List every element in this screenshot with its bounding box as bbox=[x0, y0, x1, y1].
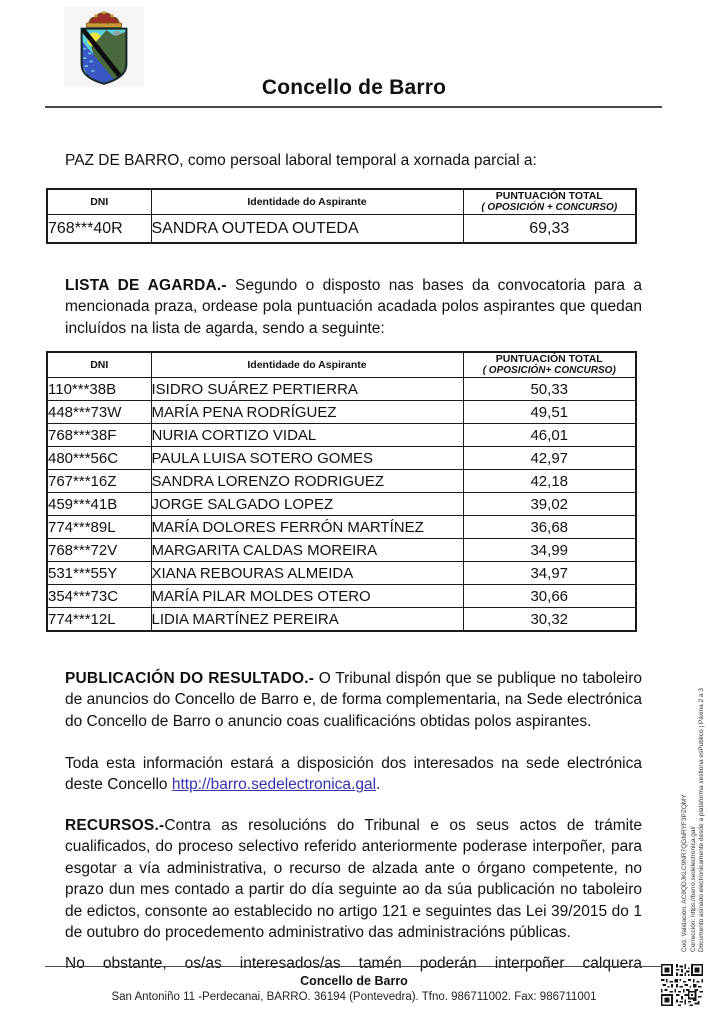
validation-code-line: Cod. Validación: AC9QDJKLC9NR7QGNRYF3PZQMY bbox=[681, 794, 688, 952]
sede-paragraph bbox=[65, 753, 642, 796]
lista-agarda-heading: LISTA DE AGARDA.- bbox=[65, 276, 227, 294]
recursos-paragraph-2: No obstante, os/as interesados/as tamén poderán interpoñer calquera bbox=[65, 954, 642, 972]
verification-url-line: Corrección: https://barro.sedelectronica.gal/ bbox=[689, 826, 697, 952]
dni-cell: 110***38B bbox=[47, 378, 151, 401]
table-row bbox=[47, 585, 636, 608]
dni-cell: 480***56C bbox=[47, 447, 151, 470]
footer-address: San Antoniño 11 -Perdecanai, BARRO. 36194 (Pontevedra). Tfno. 986711002. Fax: 986711001 bbox=[111, 991, 597, 1003]
dni-cell: 768***72V bbox=[47, 539, 151, 562]
dni-cell: 459***41B bbox=[47, 493, 151, 516]
name-cell: MARÍA DOLORES FERRÓN MARTÍNEZ bbox=[151, 516, 463, 539]
table-row bbox=[47, 539, 636, 562]
col-header-score bbox=[463, 352, 636, 378]
score-cell: 30,66 bbox=[463, 585, 636, 608]
waitlist-table bbox=[46, 351, 637, 632]
dni-cell: 768***38F bbox=[47, 424, 151, 447]
score-cell: 39,02 bbox=[463, 493, 636, 516]
col-header-score-title: PUNTUACIÓN TOTAL bbox=[495, 353, 603, 365]
score-cell: 30,32 bbox=[463, 608, 636, 632]
sede-text-before: Toda esta información estará a disposición dos interesados na sede electrónica deste Concello bbox=[65, 754, 642, 793]
signature-platform-line: Documento asinado electronicamente desde a plataforma xestiona esPublico | Páxina 2 a 3 bbox=[698, 687, 705, 952]
intro-text: PAZ DE BARRO, como persoal laboral temporal a xornada parcial a: bbox=[65, 151, 537, 169]
table-row bbox=[47, 447, 636, 470]
side-validation-strip bbox=[681, 594, 707, 952]
score-cell: 46,01 bbox=[463, 424, 636, 447]
result-table bbox=[46, 188, 637, 244]
col-header-score-sub: ( OPOSICIÓN+ CONCURSO) bbox=[482, 365, 616, 376]
score-cell: 42,97 bbox=[463, 447, 636, 470]
name-cell: LIDIA MARTÍNEZ PEREIRA bbox=[151, 608, 463, 632]
footer-divider bbox=[45, 966, 662, 967]
dni-cell: 767***16Z bbox=[47, 470, 151, 493]
name-cell: JORGE SALGADO LOPEZ bbox=[151, 493, 463, 516]
score-cell: 34,99 bbox=[463, 539, 636, 562]
lista-agarda-body: Segundo o disposto nas bases da convocatoria para a mencionada praza, ordease pola puntuación acadada polos aspirantes que quedan incluídos na lista de agarda, sendo a seguinte: bbox=[65, 276, 642, 337]
publicacion-heading: PUBLICACIÓN DO RESULTADO.- bbox=[65, 669, 315, 687]
score-cell: 34,97 bbox=[463, 562, 636, 585]
dni-cell: 768***40R bbox=[47, 215, 151, 244]
sede-link[interactable]: http://barro.sedelectronica.gal bbox=[171, 776, 377, 793]
publicacion-body: O Tribunal dispón que se publique no taboleiro de anuncios do Concello de Barro e, de forma complementaria, na Sede electrónica do Concello de Barro o anuncio coas cualificacións obtidas polos aspirantes. bbox=[65, 669, 642, 730]
table-row bbox=[47, 562, 636, 585]
table-row bbox=[47, 215, 636, 244]
table-row bbox=[47, 401, 636, 424]
col-header-score-sub: ( OPOSICIÓN + CONCURSO) bbox=[481, 202, 618, 213]
col-header-score bbox=[463, 189, 636, 215]
name-cell: ISIDRO SUÁREZ PERTIERRA bbox=[151, 378, 463, 401]
col-header-dni: DNI bbox=[47, 189, 151, 215]
page-title: Concello de Barro bbox=[261, 76, 447, 99]
dni-cell: 531***55Y bbox=[47, 562, 151, 585]
score-cell: 36,68 bbox=[463, 516, 636, 539]
col-header-score-title: PUNTUACIÓN TOTAL bbox=[495, 190, 603, 202]
name-cell: MARÍA PENA RODRÍGUEZ bbox=[151, 401, 463, 424]
lista-agarda-paragraph bbox=[65, 275, 642, 340]
publicacion-paragraph bbox=[65, 668, 642, 733]
dni-cell: 774***89L bbox=[47, 516, 151, 539]
col-header-identity: Identidade do Aspirante bbox=[151, 189, 463, 215]
dni-cell: 774***12L bbox=[47, 608, 151, 632]
recursos-heading: RECURSOS.- bbox=[65, 816, 165, 834]
table-row bbox=[47, 493, 636, 516]
col-header-identity: Identidade do Aspirante bbox=[151, 352, 463, 378]
dni-cell: 354***73C bbox=[47, 585, 151, 608]
sede-text-after: . bbox=[376, 776, 381, 793]
score-cell: 69,33 bbox=[463, 215, 636, 244]
name-cell: NURIA CORTIZO VIDAL bbox=[151, 424, 463, 447]
name-cell: SANDRA LORENZO RODRIGUEZ bbox=[151, 470, 463, 493]
name-cell: SANDRA OUTEDA OUTEDA bbox=[151, 215, 463, 244]
table-row bbox=[47, 516, 636, 539]
score-cell: 42,18 bbox=[463, 470, 636, 493]
table-row bbox=[47, 608, 636, 632]
table-row bbox=[47, 470, 636, 493]
table-row bbox=[47, 424, 636, 447]
waitlist-table-header-row bbox=[47, 352, 636, 378]
col-header-dni: DNI bbox=[47, 352, 151, 378]
name-cell: MARÍA PILAR MOLDES OTERO bbox=[151, 585, 463, 608]
table-row bbox=[47, 378, 636, 401]
recursos-paragraph bbox=[65, 815, 642, 944]
score-cell: 50,33 bbox=[463, 378, 636, 401]
name-cell: MARGARITA CALDAS MOREIRA bbox=[151, 539, 463, 562]
header-divider bbox=[45, 106, 662, 108]
name-cell: XIANA REBOURAS ALMEIDA bbox=[151, 562, 463, 585]
qr-code-icon bbox=[661, 961, 703, 1009]
name-cell: PAULA LUISA SOTERO GOMES bbox=[151, 447, 463, 470]
recursos-body: Contra as resolucións do Tribunal e os seus actos de trámite cualificados, do proceso selectivo referido anteriormente poderase interpoñer, para esgotar a vía administrativa, o recurso de alzada ante o órgano competente, no prazo dun mes contado a partir do día seguinte ao da súa publicación no taboleiro de edictos, consonte ao establecido no artigo 121 e seguintes das Lei 39/2015 do 1 de outubro do procedemento administrativo das administracións públicas. bbox=[65, 816, 642, 941]
footer-org-name: Concello de Barro bbox=[300, 974, 408, 988]
barro-coat-of-arms-icon bbox=[64, 7, 144, 87]
result-table-header-row bbox=[47, 189, 636, 215]
score-cell: 49,51 bbox=[463, 401, 636, 424]
dni-cell: 448***73W bbox=[47, 401, 151, 424]
